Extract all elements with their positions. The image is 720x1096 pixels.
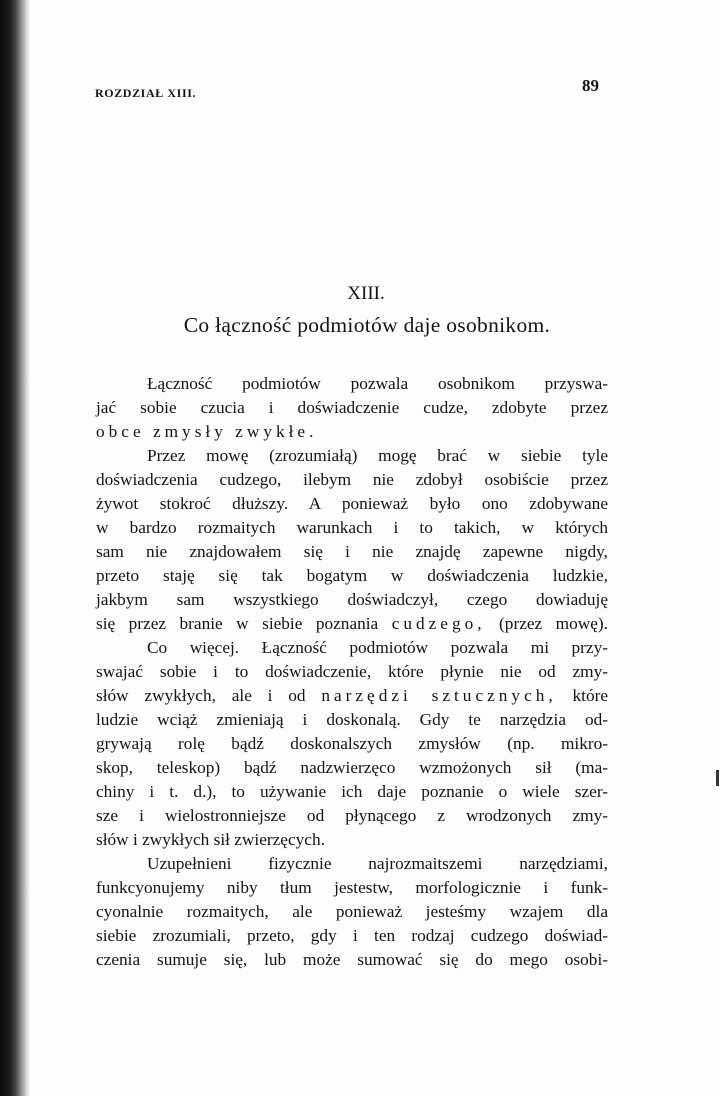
page-number: 89: [582, 76, 599, 95]
text-line: doświadczenia cudzego, ilebym nie zdobył osobiście przez: [96, 470, 608, 489]
text-line: czenia sumuje się, lub może sumować się do mego osobi-: [96, 950, 608, 969]
text-line: żywot stokroć dłuższy. A ponieważ było ono zdobywane: [96, 494, 608, 513]
text-run: słów zwykłych, ale i od: [96, 686, 322, 705]
text-line: Co więcej. Łączność podmiotów pozwala mi przy-: [147, 638, 608, 657]
emphasis-spaced: narzędzi sztucznych,: [321, 686, 557, 705]
text-line: [96, 684, 608, 708]
text-line: sze i wielostronniejsze od płynącego z wrodzonych zmy-: [96, 806, 608, 825]
chapter-number: XIII.: [347, 283, 385, 304]
text-line: słów i zwykłych sił zwierzęcych.: [96, 830, 325, 849]
emphasis-spaced: cudzego,: [391, 614, 486, 633]
text-line: w bardzo rozmaitych warunkach i to takich, w których: [96, 518, 608, 537]
text-line: swajać sobie i to doświadczenie, które płynie nie od zmy-: [96, 662, 608, 681]
text-run: które: [556, 686, 609, 705]
text-line: [96, 612, 608, 636]
text-line: przeto staję się tak bogatym w doświadczenia ludzkie,: [96, 566, 608, 585]
text-run: (przez mowę).: [485, 614, 608, 633]
text-line: jakbym sam wszystkiego doświadczył, czego dowiaduję: [96, 590, 608, 609]
page-binding-edge: [0, 0, 30, 1096]
text-line: funkcyonujemy niby tłum jestestw, morfologicznie i funk-: [96, 878, 608, 897]
text-line: Przez mowę (zrozumiałą) mogę brać w siebie tyle: [147, 446, 608, 465]
scan-edge-mark: [716, 770, 719, 786]
text-line: grywają rolę bądź doskonalszych zmysłów (np. mikro-: [96, 734, 608, 753]
text-line: siebie zrozumiali, przeto, gdy i ten rodzaj cudzego doświad-: [96, 926, 608, 945]
text-run: się przez branie w siebie poznania: [96, 614, 392, 633]
text-line: Łączność podmiotów pozwala osobnikom przyswa-: [147, 374, 608, 393]
text-line: jać sobie czucia i doświadczenie cudze, zdobyte przez: [96, 398, 608, 417]
text-line: skop, teleskop) bądź nadzwierzęco wzmożonych sił (ma-: [96, 758, 608, 777]
text-line: obce zmysły zwykłe.: [96, 422, 318, 441]
text-line: chiny i t. d.), to używanie ich daje poznanie o wiele szer-: [96, 782, 608, 801]
chapter-title: Co łączność podmiotów daje osobnikom.: [183, 313, 551, 337]
text-line: cyonalnie rozmaitych, ale ponieważ jesteśmy wzajem dla: [96, 902, 608, 921]
text-line: ludzie wciąż zmieniają i doskonalą. Gdy te narzędzia od-: [96, 710, 608, 729]
text-line: sam nie znajdowałem się i nie znajdę zapewne nigdy,: [96, 542, 608, 561]
running-head: ROZDZIAŁ XIII.: [95, 86, 197, 100]
text-line: Uzupełnieni fizycznie najrozmaitszemi narzędziami,: [147, 854, 608, 873]
